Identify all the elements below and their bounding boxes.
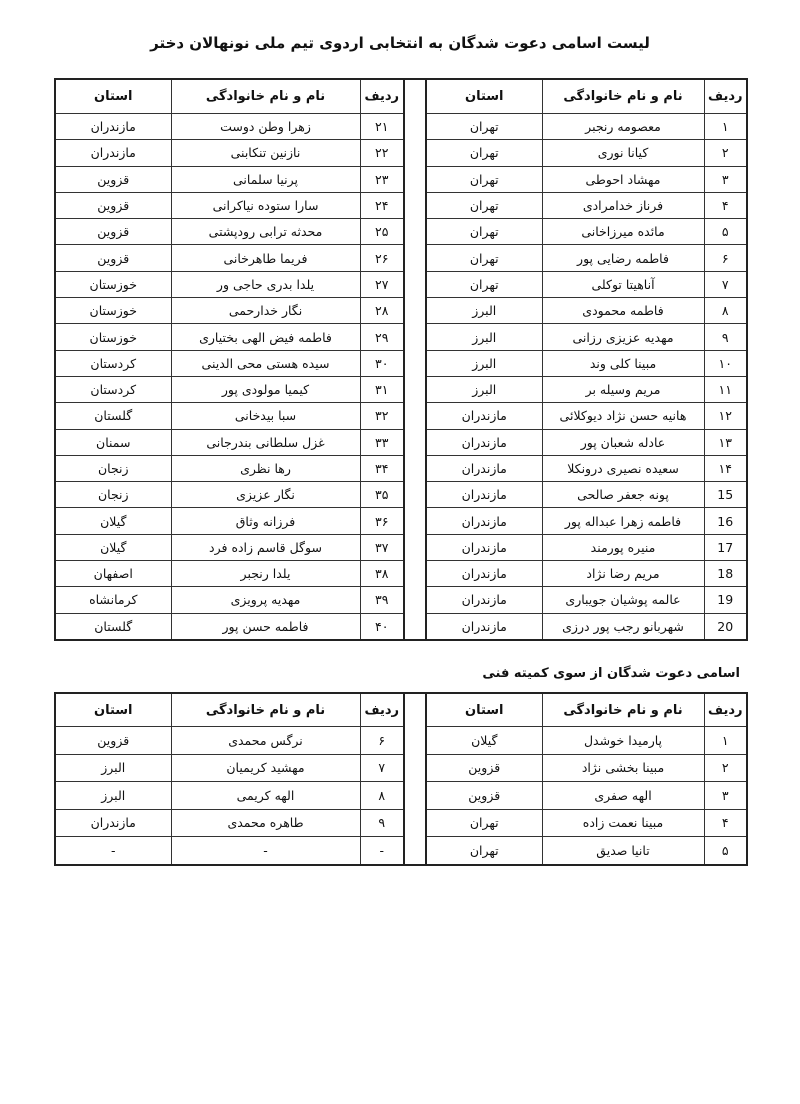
name-cell: سارا ستوده نیاکرانی xyxy=(171,192,360,218)
province-cell: گلستان xyxy=(55,403,171,429)
name-cell: هانیه حسن نژاد دیوکلائی xyxy=(542,403,704,429)
province-cell: البرز xyxy=(426,324,542,350)
province-cell: مازندران xyxy=(426,587,542,613)
province-cell: تهران xyxy=(426,271,542,297)
name-cell: مریم وسیله بر xyxy=(542,376,704,402)
table-row xyxy=(55,245,747,271)
row-number-cell: ۱ xyxy=(704,114,747,140)
name-cell: مبینا کلی وند xyxy=(542,350,704,376)
table-row xyxy=(55,587,747,613)
name-cell: محدثه ترابی رودپشتی xyxy=(171,219,360,245)
header-name: نام و نام خانوادگی xyxy=(171,79,360,114)
header-province: استان xyxy=(426,79,542,114)
invitees-table xyxy=(54,78,748,641)
header-name: نام و نام خانوادگی xyxy=(171,693,360,727)
header-row-number: ردیف xyxy=(704,693,747,727)
header-row-number: ردیف xyxy=(360,79,404,114)
row-number-cell: ۲۲ xyxy=(360,140,404,166)
name-cell: الهه کریمی xyxy=(171,782,360,810)
province-cell: قزوین xyxy=(55,245,171,271)
row-number-cell: ۳۶ xyxy=(360,508,404,534)
row-number-cell: ۸ xyxy=(704,298,747,324)
province-cell: تهران xyxy=(426,245,542,271)
name-cell: مهشید کریمیان xyxy=(171,754,360,782)
province-cell: زنجان xyxy=(55,482,171,508)
province-cell: تهران xyxy=(426,219,542,245)
row-number-cell: ۲۱ xyxy=(360,114,404,140)
province-cell: مازندران xyxy=(55,114,171,140)
row-number-cell: ۲۶ xyxy=(360,245,404,271)
name-cell: معصومه رنجبر xyxy=(542,114,704,140)
province-cell: مازندران xyxy=(426,455,542,481)
name-cell: مهشاد احوطی xyxy=(542,166,704,192)
table-row xyxy=(55,114,747,140)
technical-committee-table xyxy=(54,692,748,866)
column-gap xyxy=(404,727,426,755)
column-gap xyxy=(404,782,426,810)
row-number-cell: ۶ xyxy=(704,245,747,271)
name-cell: مریم رضا نژاد xyxy=(542,561,704,587)
name-cell: سبا بیدخانی xyxy=(171,403,360,429)
province-cell: کرمانشاه xyxy=(55,587,171,613)
name-cell: فرزانه وثاق xyxy=(171,508,360,534)
name-cell: پونه جعفر صالحی xyxy=(542,482,704,508)
row-number-cell: ۳۱ xyxy=(360,376,404,402)
name-cell: فاطمه حسن پور xyxy=(171,613,360,640)
table-header-row xyxy=(55,79,747,114)
row-number-cell: ۳ xyxy=(704,166,747,192)
table-row xyxy=(55,324,747,350)
row-number-cell: ۲۴ xyxy=(360,192,404,218)
column-gap xyxy=(404,271,426,297)
province-cell: خوزستان xyxy=(55,298,171,324)
row-number-cell: 18 xyxy=(704,561,747,587)
province-cell: تهران xyxy=(426,192,542,218)
column-gap xyxy=(404,693,426,727)
province-cell: - xyxy=(55,837,171,865)
table-row xyxy=(55,727,747,755)
name-cell: الهه صفری xyxy=(542,782,704,810)
row-number-cell: ۳۰ xyxy=(360,350,404,376)
row-number-cell: ۷ xyxy=(360,754,404,782)
province-cell: مازندران xyxy=(426,429,542,455)
province-cell: مازندران xyxy=(426,613,542,640)
row-number-cell: 20 xyxy=(704,613,747,640)
name-cell: زهرا وطن دوست xyxy=(171,114,360,140)
name-cell: پارمیدا خوشدل xyxy=(542,727,704,755)
row-number-cell: ۳۵ xyxy=(360,482,404,508)
row-number-cell: 17 xyxy=(704,534,747,560)
page-title: لیست اسامی دعوت شدگان به انتخابی اردوی تیم ملی نونهالان دختر xyxy=(150,34,650,52)
row-number-cell: ۹ xyxy=(704,324,747,350)
column-gap xyxy=(404,837,426,865)
table-row xyxy=(55,561,747,587)
table-row xyxy=(55,219,747,245)
province-cell: گیلان xyxy=(55,534,171,560)
column-gap xyxy=(404,324,426,350)
name-cell: یلدا رنجبر xyxy=(171,561,360,587)
table-row xyxy=(55,508,747,534)
name-cell: طاهره محمدی xyxy=(171,809,360,837)
row-number-cell: ۳۲ xyxy=(360,403,404,429)
row-number-cell: ۱۰ xyxy=(704,350,747,376)
name-cell: - xyxy=(171,837,360,865)
table-row xyxy=(55,455,747,481)
province-cell: قزوین xyxy=(426,782,542,810)
table-header-row xyxy=(55,693,747,727)
province-cell: قزوین xyxy=(55,166,171,192)
province-cell: قزوین xyxy=(55,192,171,218)
column-gap xyxy=(404,809,426,837)
province-cell: مازندران xyxy=(55,140,171,166)
row-number-cell: ۵ xyxy=(704,837,747,865)
name-cell: کیانا نوری xyxy=(542,140,704,166)
column-gap xyxy=(404,482,426,508)
column-gap xyxy=(404,613,426,640)
name-cell: نگار خدارحمی xyxy=(171,298,360,324)
row-number-cell: ۱۱ xyxy=(704,376,747,402)
row-number-cell: ۲۹ xyxy=(360,324,404,350)
column-gap xyxy=(404,587,426,613)
province-cell: قزوین xyxy=(55,727,171,755)
header-row-number: ردیف xyxy=(360,693,404,727)
name-cell: عادله شعبان پور xyxy=(542,429,704,455)
name-cell: نازنین تنکابنی xyxy=(171,140,360,166)
table-row xyxy=(55,166,747,192)
column-gap xyxy=(404,508,426,534)
technical-committee-title: اسامی دعوت شدگان از سوی کمیته فنی xyxy=(482,666,740,681)
header-name: نام و نام خانوادگی xyxy=(542,693,704,727)
province-cell: مازندران xyxy=(426,403,542,429)
table-row xyxy=(55,837,747,865)
name-cell: یلدا بدری حاجی ور xyxy=(171,271,360,297)
name-cell: کیمیا مولودی پور xyxy=(171,376,360,402)
column-gap xyxy=(404,534,426,560)
name-cell: عالمه پوشیان جویباری xyxy=(542,587,704,613)
name-cell: شهربانو رجب پور درزی xyxy=(542,613,704,640)
row-number-cell: ۳۳ xyxy=(360,429,404,455)
name-cell: مائده میرزاخانی xyxy=(542,219,704,245)
province-cell: تهران xyxy=(426,809,542,837)
header-province: استان xyxy=(55,693,171,727)
name-cell: فاطمه فیض الهی بختیاری xyxy=(171,324,360,350)
name-cell: فاطمه محمودی xyxy=(542,298,704,324)
province-cell: البرز xyxy=(426,376,542,402)
row-number-cell: ۲ xyxy=(704,140,747,166)
province-cell: تهران xyxy=(426,140,542,166)
province-cell: اصفهان xyxy=(55,561,171,587)
header-name: نام و نام خانوادگی xyxy=(542,79,704,114)
column-gap xyxy=(404,245,426,271)
header-row-number: ردیف xyxy=(704,79,747,114)
row-number-cell: ۶ xyxy=(360,727,404,755)
province-cell: گلستان xyxy=(55,613,171,640)
column-gap xyxy=(404,219,426,245)
table-row xyxy=(55,613,747,640)
row-number-cell: 16 xyxy=(704,508,747,534)
province-cell: تهران xyxy=(426,166,542,192)
row-number-cell: ۴ xyxy=(704,192,747,218)
name-cell: سیده هستی محی الدینی xyxy=(171,350,360,376)
province-cell: البرز xyxy=(426,350,542,376)
row-number-cell: ۲۷ xyxy=(360,271,404,297)
name-cell: مهدیه عزیزی رزانی xyxy=(542,324,704,350)
province-cell: مازندران xyxy=(426,508,542,534)
column-gap xyxy=(404,192,426,218)
province-cell: کردستان xyxy=(55,350,171,376)
row-number-cell: ۴ xyxy=(704,809,747,837)
column-gap xyxy=(404,350,426,376)
name-cell: تانیا صدیق xyxy=(542,837,704,865)
row-number-cell: ۹ xyxy=(360,809,404,837)
row-number-cell: ۱ xyxy=(704,727,747,755)
name-cell: مهدیه پرویزی xyxy=(171,587,360,613)
name-cell: مبینا نعمت زاده xyxy=(542,809,704,837)
column-gap xyxy=(404,376,426,402)
column-gap xyxy=(404,140,426,166)
province-cell: خوزستان xyxy=(55,271,171,297)
province-cell: گیلان xyxy=(55,508,171,534)
row-number-cell: ۲۳ xyxy=(360,166,404,192)
province-cell: البرز xyxy=(55,782,171,810)
name-cell: آناهیتا توکلی xyxy=(542,271,704,297)
row-number-cell: ۴۰ xyxy=(360,613,404,640)
column-gap xyxy=(404,455,426,481)
province-cell: قزوین xyxy=(426,754,542,782)
province-cell: البرز xyxy=(55,754,171,782)
row-number-cell: ۲۵ xyxy=(360,219,404,245)
name-cell: فرناز خدامرادی xyxy=(542,192,704,218)
name-cell: غزل سلطانی بندرجانی xyxy=(171,429,360,455)
table-row xyxy=(55,809,747,837)
table-row xyxy=(55,140,747,166)
name-cell: پرنیا سلمانی xyxy=(171,166,360,192)
province-cell: کردستان xyxy=(55,376,171,402)
column-gap xyxy=(404,403,426,429)
province-cell: سمنان xyxy=(55,429,171,455)
row-number-cell: ۳۸ xyxy=(360,561,404,587)
province-cell: گیلان xyxy=(426,727,542,755)
name-cell: سعیده نصیری درونکلا xyxy=(542,455,704,481)
row-number-cell: ۱۳ xyxy=(704,429,747,455)
name-cell: سوگل قاسم زاده فرد xyxy=(171,534,360,560)
province-cell: تهران xyxy=(426,837,542,865)
name-cell: منیره پورمند xyxy=(542,534,704,560)
table-row xyxy=(55,350,747,376)
name-cell: فاطمه رضایی پور xyxy=(542,245,704,271)
table-row xyxy=(55,534,747,560)
province-cell: مازندران xyxy=(55,809,171,837)
row-number-cell: ۳۷ xyxy=(360,534,404,560)
row-number-cell: ۳۴ xyxy=(360,455,404,481)
table-row xyxy=(55,429,747,455)
table-row xyxy=(55,192,747,218)
row-number-cell: - xyxy=(360,837,404,865)
row-number-cell: ۸ xyxy=(360,782,404,810)
row-number-cell: ۲۸ xyxy=(360,298,404,324)
province-cell: قزوین xyxy=(55,219,171,245)
province-cell: مازندران xyxy=(426,482,542,508)
row-number-cell: ۳۹ xyxy=(360,587,404,613)
name-cell: نگار عزیزی xyxy=(171,482,360,508)
column-gap xyxy=(404,429,426,455)
table-row xyxy=(55,376,747,402)
row-number-cell: ۲ xyxy=(704,754,747,782)
row-number-cell: ۷ xyxy=(704,271,747,297)
table-row xyxy=(55,403,747,429)
table-row xyxy=(55,271,747,297)
province-cell: البرز xyxy=(426,298,542,324)
province-cell: مازندران xyxy=(426,561,542,587)
column-gap xyxy=(404,114,426,140)
row-number-cell: ۵ xyxy=(704,219,747,245)
row-number-cell: 19 xyxy=(704,587,747,613)
name-cell: رها نظری xyxy=(171,455,360,481)
column-gap xyxy=(404,754,426,782)
name-cell: نرگس محمدی xyxy=(171,727,360,755)
name-cell: فاطمه زهرا عبداله پور xyxy=(542,508,704,534)
table-row xyxy=(55,482,747,508)
column-gap xyxy=(404,79,426,114)
column-gap xyxy=(404,298,426,324)
province-cell: خوزستان xyxy=(55,324,171,350)
table-row xyxy=(55,298,747,324)
table-row xyxy=(55,782,747,810)
name-cell: فریما طاهرخانی xyxy=(171,245,360,271)
header-province: استان xyxy=(55,79,171,114)
row-number-cell: 15 xyxy=(704,482,747,508)
row-number-cell: ۱۴ xyxy=(704,455,747,481)
header-province: استان xyxy=(426,693,542,727)
column-gap xyxy=(404,166,426,192)
column-gap xyxy=(404,561,426,587)
row-number-cell: ۳ xyxy=(704,782,747,810)
row-number-cell: ۱۲ xyxy=(704,403,747,429)
table-row xyxy=(55,754,747,782)
province-cell: تهران xyxy=(426,114,542,140)
province-cell: مازندران xyxy=(426,534,542,560)
province-cell: زنجان xyxy=(55,455,171,481)
name-cell: مبینا بخشی نژاد xyxy=(542,754,704,782)
